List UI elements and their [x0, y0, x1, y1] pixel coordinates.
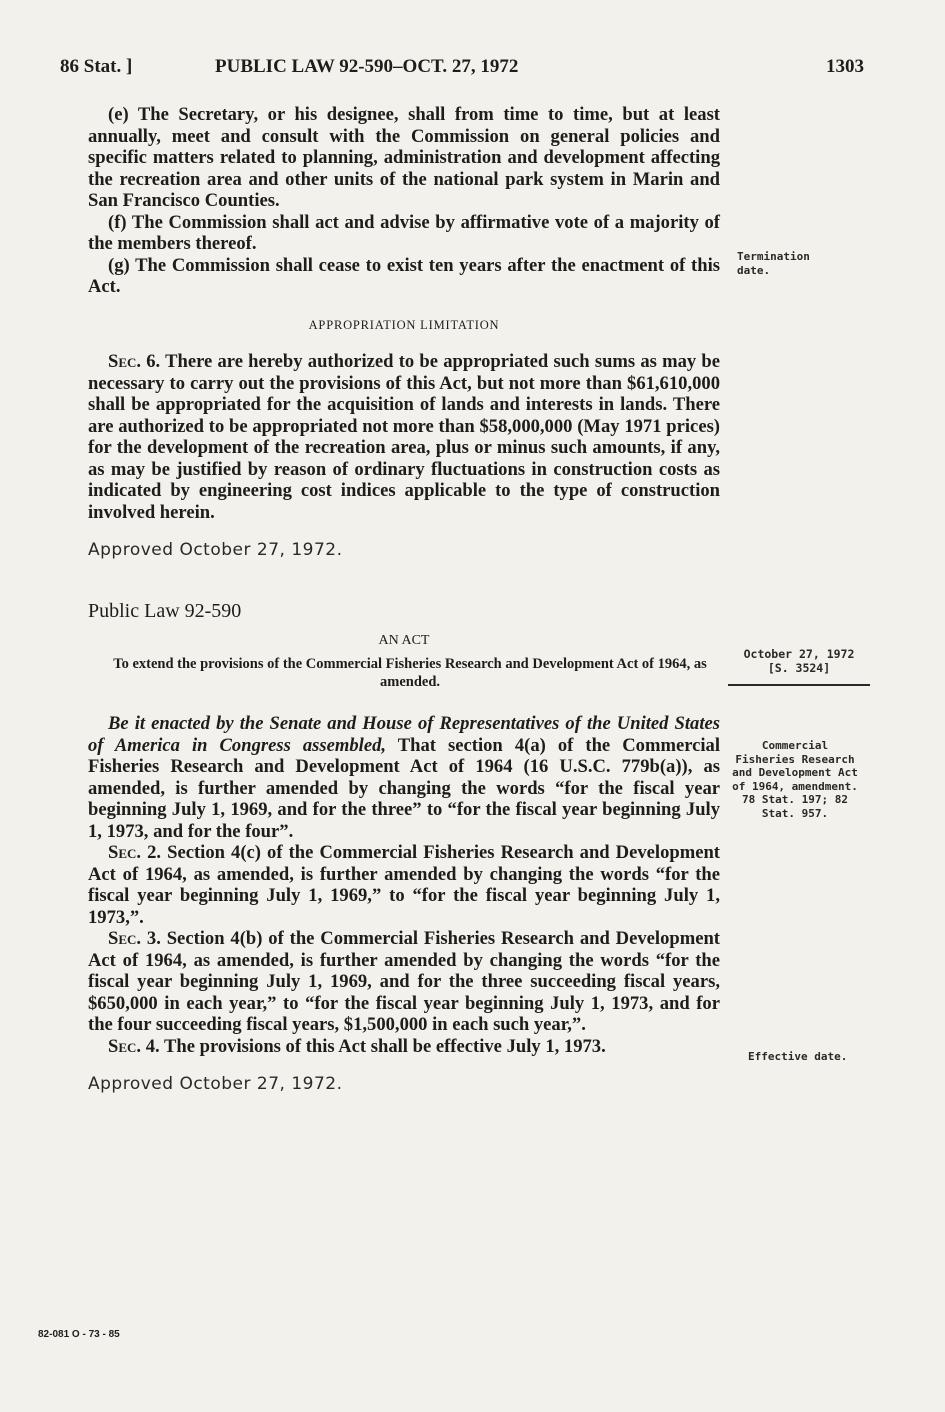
approved-line-2: Approved October 27, 1972. — [88, 1074, 343, 1094]
running-head: PUBLIC LAW 92-590–OCT. 27, 1972 — [215, 56, 519, 77]
page-number: 1303 — [826, 56, 864, 77]
sec6-text: There are hereby authorized to be appropriated such sums as may be necessary to carry out the provisions of this Act, but not more than $61,610,000 shall be appropriated for the acquisition of lands and interests in lands. There are authorized to be appropriated not more than $58,000,000 (May 1971 prices) for the development of the recreation area, plus or minus such amounts, if any, as may be justified by reason of ordinary fluctuations in construction costs as indicated by engineering cost indices applicable to the type of construction involved herein. — [88, 351, 721, 523]
sec2-label: Sec. 2. — [108, 842, 162, 863]
appropriation-heading: APPROPRIATION LIMITATION — [308, 318, 500, 332]
an-act-heading: AN ACT — [378, 633, 430, 648]
act-date: October 27, 1972 — [743, 647, 855, 661]
margin-note-termination: Termination date. — [737, 250, 810, 277]
sec1-text: That section 4(a) of the Commercial Fisheries Research and Development Act of 1964 (16 U.S.C. 779b(a)), as amended, is further amended by changing the words “for the fiscal year beginning July 1, 1969, and for the three” to “for the fiscal year beginning July 1, 1973, and for the four”. — [88, 734, 720, 842]
section6 — [88, 351, 720, 523]
paragraph-e: (e) The Secretary, or his designee, shall from time to time, but at least annually, meet and consult with the Commission on general policies and specific matters related to planning, administration and development affecting the recreation area and other units of the national park system in Marin and San Francisco Counties. — [88, 104, 720, 211]
footer-code: 82-081 O - 73 - 85 — [38, 1329, 120, 1340]
sec3-label: Sec. 3. — [108, 928, 161, 949]
enacting-clause: Be it enacted by the Senate and House of Representatives of the United States of America in Congress assembled, — [88, 713, 720, 756]
paragraph-g: (g) The Commission shall cease to exist ten years after the enactment of this Act. — [88, 254, 720, 297]
sec3-text: Section 4(b) of the Commercial Fisheries Research and Development Act of 1964, as amended, is further amended by changing the words “for the fiscal year beginning July 1, 1969, and for the three succeeding fiscal years, $650,000 in each year,” to “for the fiscal year beginning July 1, 1973, and for the four succeeding fiscal years, $1,500,000 in each such year,”. — [88, 928, 720, 1035]
commercial-note: Commercial Fisheries Research and Development Act of 1964, amendment. — [732, 739, 858, 793]
bill-number: [S. 3524] — [767, 660, 831, 675]
sec4-label: Sec. 4. — [108, 1035, 160, 1057]
stat-refs: 78 Stat. 197; 82 Stat. 957. — [742, 793, 848, 820]
margin-note-effective: Effective date. — [748, 1050, 848, 1063]
margin-note-commercial — [730, 739, 860, 820]
margin-note-date — [728, 648, 870, 675]
paragraph-f: (f) The Commission shall act and advise by affirmative vote of a majority of the members thereof. — [88, 211, 720, 254]
stat-volume: 86 Stat. ] — [60, 56, 133, 77]
sec4-text: The provisions of this Act shall be effective July 1, 1973. — [163, 1035, 606, 1057]
act-purpose: To extend the provisions of the Commercial Fisheries Research and Development Act of 1964, as amended. — [113, 656, 707, 690]
sec2-text: Section 4(c) of the Commercial Fisheries Research and Development Act of 1964, as amended, is further amended by changing the words “for the fiscal year beginning July 1, 1969,” to “for the fiscal year beginning July 1, 1973,”. — [88, 842, 720, 928]
approved-line-1: Approved October 27, 1972. — [88, 540, 343, 560]
section5-continued — [88, 104, 720, 298]
sec6-label: Sec. 6. — [108, 351, 161, 372]
public-law-title: Public Law 92-590 — [88, 600, 242, 622]
public-law-body — [88, 713, 720, 1057]
margin-divider — [728, 684, 870, 686]
